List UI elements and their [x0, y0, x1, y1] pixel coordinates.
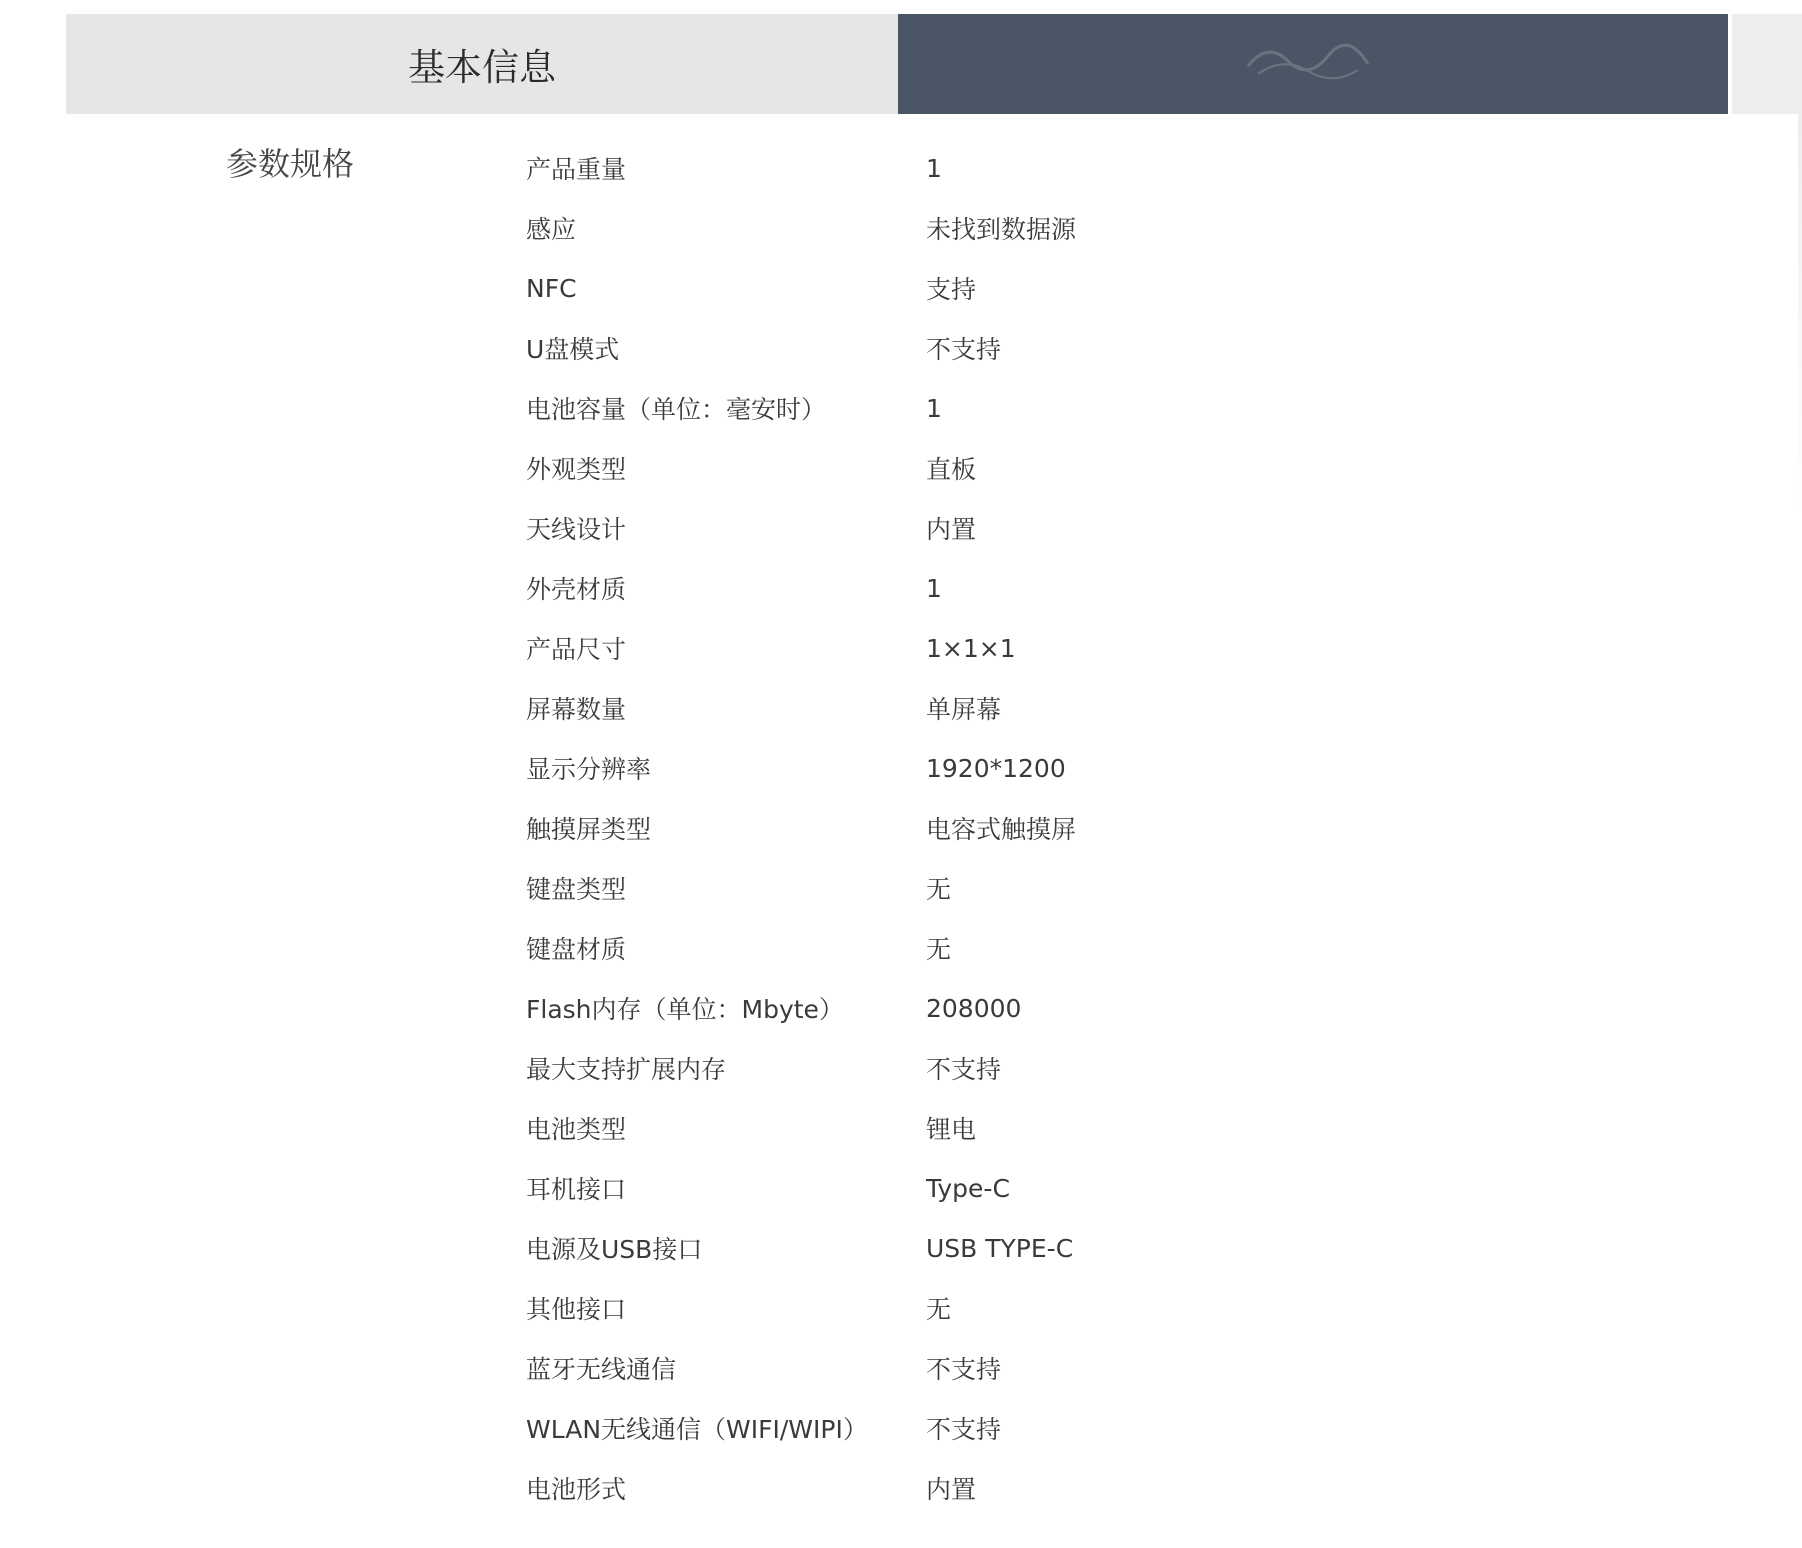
spec-value: 无 — [926, 935, 952, 964]
spec-row — [526, 1458, 1526, 1518]
spec-value: 电容式触摸屏 — [926, 815, 1077, 844]
spec-value: 1920*1200 — [926, 753, 1066, 783]
tab-basic-info-label: 基本信息 — [408, 46, 556, 89]
spec-key: 产品重量 — [526, 155, 627, 184]
spec-value: 无 — [926, 875, 952, 904]
spec-value: 不支持 — [926, 1055, 1002, 1084]
spec-key: 电池容量（单位：毫安时） — [526, 395, 827, 424]
spec-key: NFC — [526, 273, 577, 303]
spec-value: 未找到数据源 — [926, 215, 1077, 244]
spec-row — [526, 378, 1526, 438]
spec-key: 显示分辨率 — [526, 755, 652, 784]
spec-key: 电源及USB接口 — [526, 1235, 703, 1264]
spec-value: 1 — [926, 573, 942, 603]
spec-row — [526, 1278, 1526, 1338]
spec-value: 单屏幕 — [926, 695, 1002, 724]
section-title: 参数规格 — [226, 145, 355, 183]
spec-key: 天线设计 — [526, 515, 627, 544]
spec-row — [526, 918, 1526, 978]
spec-value: 不支持 — [926, 1415, 1002, 1444]
spec-value: 208000 — [926, 993, 1022, 1023]
spec-row — [526, 1158, 1526, 1218]
spec-row — [526, 978, 1526, 1038]
spec-value: 支持 — [926, 275, 977, 304]
spec-row — [526, 318, 1526, 378]
spec-value: USB TYPE-C — [926, 1233, 1074, 1263]
spec-key: 其他接口 — [526, 1295, 627, 1324]
spec-row — [526, 1038, 1526, 1098]
spec-row — [526, 1398, 1526, 1458]
spec-key: 外壳材质 — [526, 575, 627, 604]
spec-row — [526, 438, 1526, 498]
spec-key: U盘模式 — [526, 335, 620, 364]
spec-value: 内置 — [926, 1475, 977, 1504]
spec-row — [526, 1218, 1526, 1278]
spec-list — [526, 138, 1526, 1518]
spec-key: WLAN无线通信（WIFI/WIPI） — [526, 1415, 868, 1444]
spec-row — [526, 558, 1526, 618]
spec-value: 不支持 — [926, 335, 1002, 364]
tab-basic-info[interactable] — [66, 14, 898, 114]
tab-bar — [66, 14, 1802, 114]
spec-value: Type-C — [926, 1173, 1010, 1203]
spec-row — [526, 198, 1526, 258]
spec-row — [526, 1338, 1526, 1398]
spec-key: 键盘类型 — [526, 875, 627, 904]
spec-key: 最大支持扩展内存 — [526, 1055, 727, 1084]
spec-row — [526, 138, 1526, 198]
spec-value: 1 — [926, 153, 942, 183]
spec-row — [526, 738, 1526, 798]
spec-key: 屏幕数量 — [526, 695, 627, 724]
tab-secondary[interactable] — [898, 14, 1728, 114]
spec-row — [526, 858, 1526, 918]
spec-key: 电池形式 — [526, 1475, 627, 1504]
spec-row — [526, 258, 1526, 318]
scroll-edge — [1798, 114, 1802, 514]
spec-value: 无 — [926, 1295, 952, 1324]
spec-key: 蓝牙无线通信 — [526, 1355, 677, 1384]
spec-value: 锂电 — [926, 1115, 977, 1144]
spec-key: 电池类型 — [526, 1115, 627, 1144]
spec-row — [526, 618, 1526, 678]
spec-value: 不支持 — [926, 1355, 1002, 1384]
spec-key: 键盘材质 — [526, 935, 627, 964]
spec-row — [526, 1098, 1526, 1158]
spec-value: 直板 — [926, 455, 977, 484]
spec-row — [526, 678, 1526, 738]
spec-row — [526, 798, 1526, 858]
spec-key: 外观类型 — [526, 455, 627, 484]
spec-value: 1×1×1 — [926, 633, 1016, 663]
spec-row — [526, 498, 1526, 558]
faded-logo-icon — [1238, 36, 1388, 86]
spec-value: 内置 — [926, 515, 977, 544]
tab-overflow — [1732, 14, 1802, 114]
spec-key: 感应 — [526, 215, 577, 244]
spec-key: 触摸屏类型 — [526, 815, 652, 844]
spec-key: Flash内存（单位：Mbyte） — [526, 995, 844, 1024]
spec-value: 1 — [926, 393, 942, 423]
spec-key: 耳机接口 — [526, 1175, 627, 1204]
spec-key: 产品尺寸 — [526, 635, 627, 664]
